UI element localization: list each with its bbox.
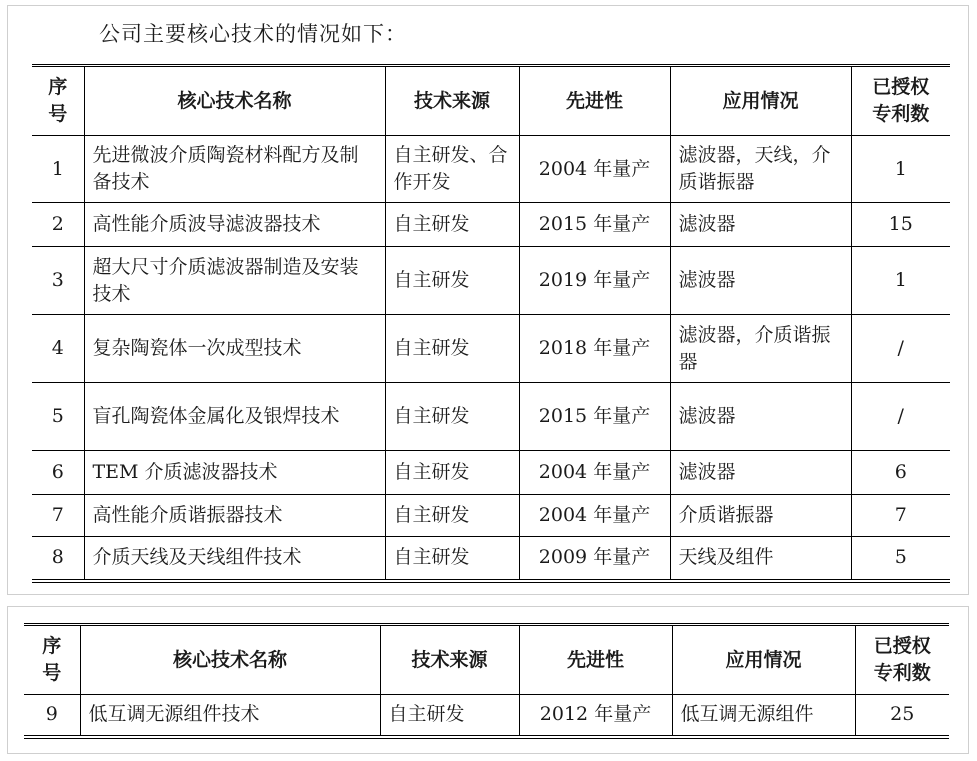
cell-advanced: 2004 年量产 <box>519 136 670 203</box>
cell-patents: 1 <box>851 136 950 203</box>
cell-patents: 5 <box>851 537 950 581</box>
cell-advanced: 2018 年量产 <box>519 315 670 383</box>
table-row <box>32 537 950 581</box>
cell-index: 9 <box>24 695 80 737</box>
cell-patents: 25 <box>855 695 949 737</box>
table-row <box>32 136 950 203</box>
table-row <box>32 451 950 495</box>
cell-advanced: 2019 年量产 <box>519 247 670 315</box>
cell-index: 1 <box>32 136 84 203</box>
cell-name: 复杂陶瓷体一次成型技术 <box>84 315 385 383</box>
cell-patents: 15 <box>851 203 950 247</box>
cell-index: 6 <box>32 451 84 495</box>
header-name: 核心技术名称 <box>84 66 385 136</box>
cell-name: 高性能介质谐振器技术 <box>84 495 385 537</box>
cell-name: 先进微波介质陶瓷材料配方及制备技术 <box>84 136 385 203</box>
cell-index: 4 <box>32 315 84 383</box>
cell-advanced: 2009 年量产 <box>519 537 670 581</box>
table-row <box>32 383 950 451</box>
table-row <box>24 695 949 737</box>
table-header-row <box>32 66 950 136</box>
header-patents: 已授权 专利数 <box>855 625 949 695</box>
cell-patents: 7 <box>851 495 950 537</box>
header-name: 核心技术名称 <box>80 625 380 695</box>
header-application: 应用情况 <box>672 625 855 695</box>
cell-source: 自主研发、合作开发 <box>385 136 519 203</box>
cell-source: 自主研发 <box>385 495 519 537</box>
cell-source: 自主研发 <box>385 247 519 315</box>
cell-advanced: 2015 年量产 <box>519 383 670 451</box>
cell-patents: 1 <box>851 247 950 315</box>
header-index: 序 号 <box>24 625 80 695</box>
cell-name: TEM 介质滤波器技术 <box>84 451 385 495</box>
cell-name: 盲孔陶瓷体金属化及银焊技术 <box>84 383 385 451</box>
header-advanced: 先进性 <box>519 625 672 695</box>
cell-advanced: 2004 年量产 <box>519 451 670 495</box>
cell-application: 滤波器 <box>670 383 851 451</box>
header-patents: 已授权 专利数 <box>851 66 950 136</box>
header-application: 应用情况 <box>670 66 851 136</box>
cell-patents: 6 <box>851 451 950 495</box>
table-row <box>32 495 950 537</box>
table-panel-continued <box>7 606 969 754</box>
cell-source: 自主研发 <box>385 451 519 495</box>
cell-index: 8 <box>32 537 84 581</box>
cell-name: 介质天线及天线组件技术 <box>84 537 385 581</box>
core-technology-table <box>32 64 950 583</box>
cell-patents: / <box>851 315 950 383</box>
cell-source: 自主研发 <box>385 383 519 451</box>
table-row <box>32 315 950 383</box>
header-source: 技术来源 <box>385 66 519 136</box>
cell-name: 低互调无源组件技术 <box>80 695 380 737</box>
cell-advanced: 2015 年量产 <box>519 203 670 247</box>
table-row <box>32 203 950 247</box>
cell-application: 滤波器 <box>670 247 851 315</box>
cell-source: 自主研发 <box>385 315 519 383</box>
cell-application: 滤波器，天线，介质谐振器 <box>670 136 851 203</box>
cell-source: 自主研发 <box>385 203 519 247</box>
table-row <box>32 247 950 315</box>
cell-name: 超大尺寸介质滤波器制造及安装技术 <box>84 247 385 315</box>
cell-application: 天线及组件 <box>670 537 851 581</box>
table-header-row <box>24 625 949 695</box>
cell-patents: / <box>851 383 950 451</box>
header-index: 序 号 <box>32 66 84 136</box>
cell-index: 3 <box>32 247 84 315</box>
header-source: 技术来源 <box>380 625 519 695</box>
intro-text: 公司主要核心技术的情况如下： <box>99 22 407 46</box>
core-technology-table-continued <box>24 623 949 739</box>
cell-source: 自主研发 <box>380 695 519 737</box>
header-advanced: 先进性 <box>519 66 670 136</box>
table-panel-main <box>7 5 969 595</box>
cell-application: 低互调无源组件 <box>672 695 855 737</box>
cell-application: 滤波器 <box>670 203 851 247</box>
cell-advanced: 2012 年量产 <box>519 695 672 737</box>
cell-source: 自主研发 <box>385 537 519 581</box>
cell-advanced: 2004 年量产 <box>519 495 670 537</box>
cell-application: 滤波器 <box>670 451 851 495</box>
cell-application: 滤波器，介质谐振器 <box>670 315 851 383</box>
cell-name: 高性能介质波导滤波器技术 <box>84 203 385 247</box>
cell-index: 5 <box>32 383 84 451</box>
cell-index: 7 <box>32 495 84 537</box>
cell-index: 2 <box>32 203 84 247</box>
cell-application: 介质谐振器 <box>670 495 851 537</box>
